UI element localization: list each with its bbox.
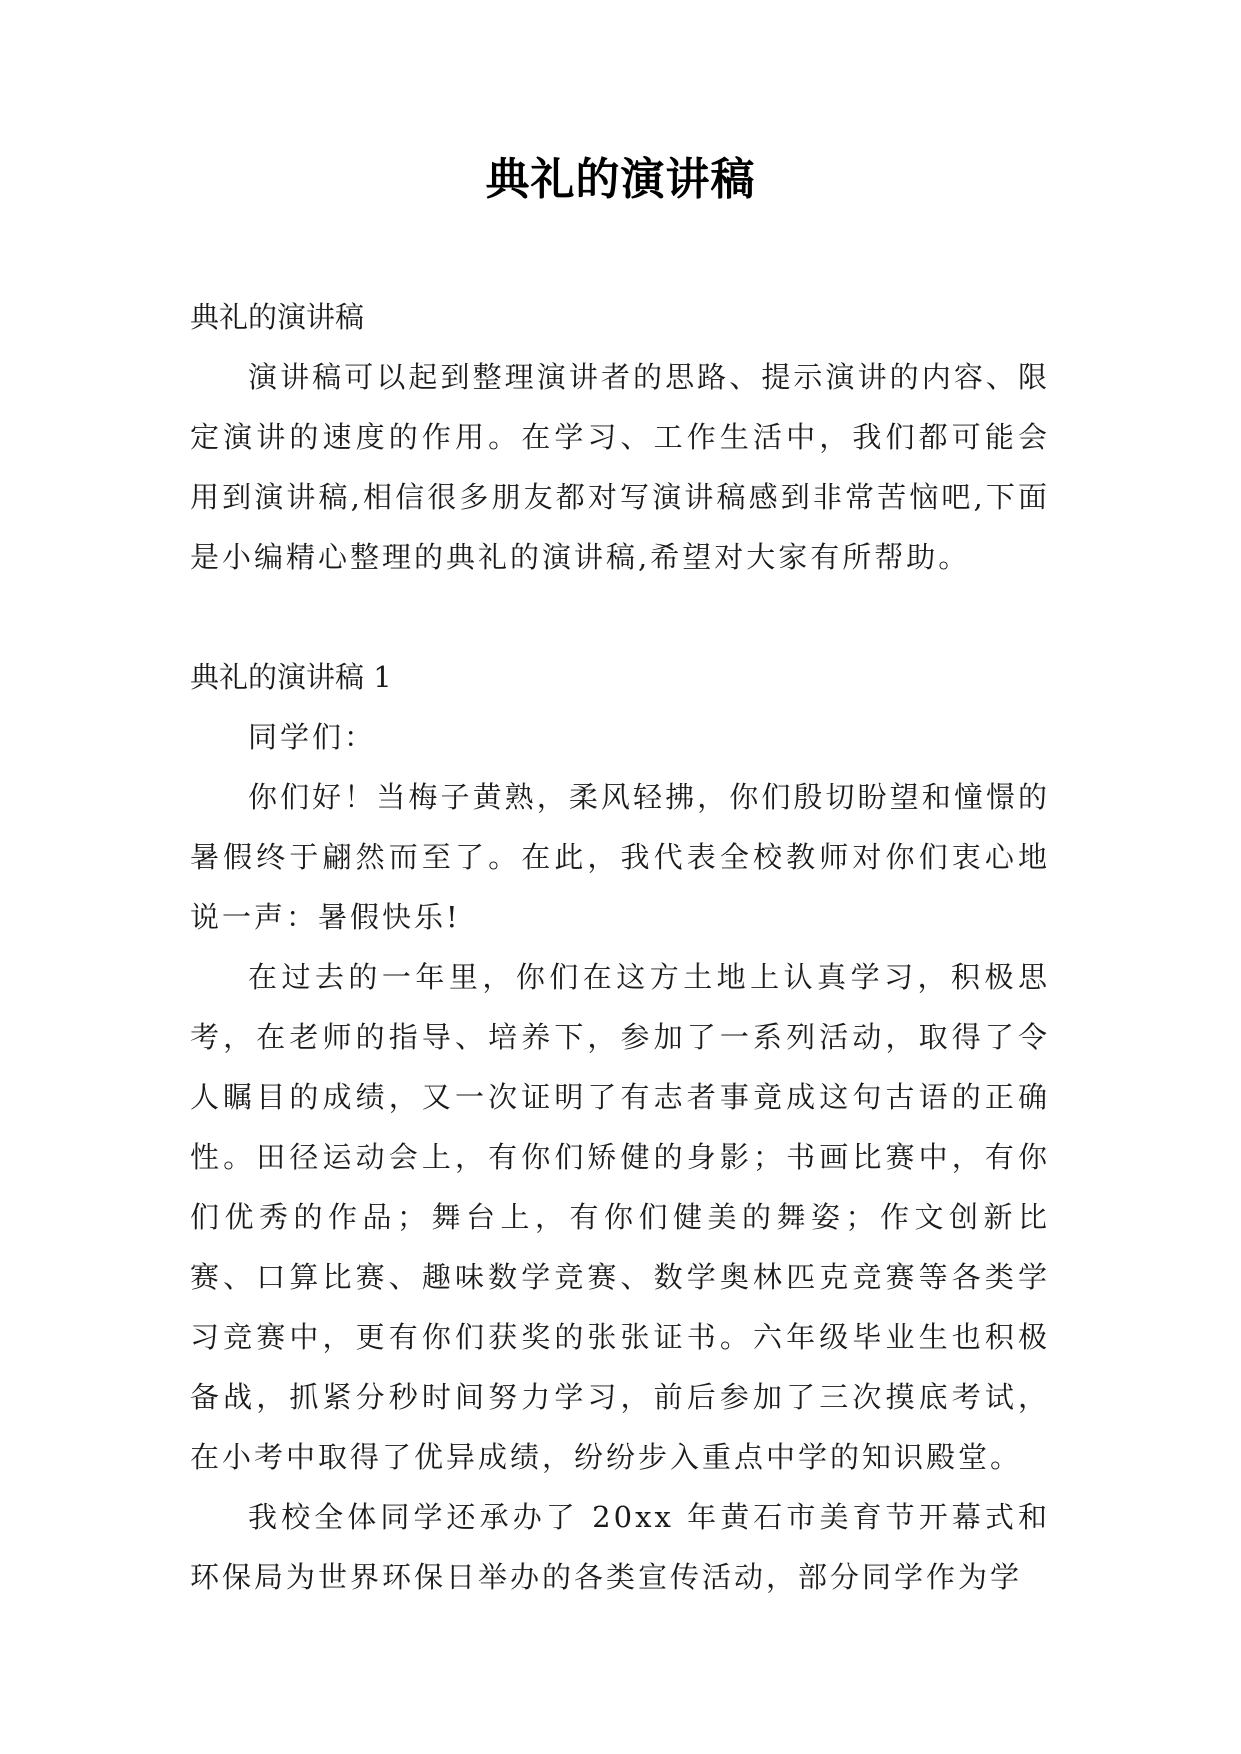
section-heading: 典礼的演讲稿 1 [190,660,392,694]
page-title: 典礼的演讲稿 [485,154,756,205]
document-body [190,287,1050,1607]
body-paragraph: 我校全体同学还承办了 20xx 年黄石市美育节开幕式和环保局为世界环保日举办的各类宣传活动，部分同学作为学 [190,1500,1050,1594]
document-subtitle: 典礼的演讲稿 [190,300,365,334]
intro-paragraph: 演讲稿可以起到整理演讲者的思路、提示演讲的内容、限定演讲的速度的作用。在学习、工作生活中，我们都可能会用到演讲稿,相信很多朋友都对写演讲稿感到非常苦恼吧,下面是小编精心整理的典礼的演讲稿,希望对大家有所帮助。 [190,360,1050,574]
salutation-paragraph: 同学们： [248,720,377,754]
body-paragraph: 在过去的一年里，你们在这方土地上认真学习，积极思考，在老师的指导、培养下，参加了一系列活动，取得了令人瞩目的成绩，又一次证明了有志者事竟成这句古语的正确性。田径运动会上，有你们矫健的身影；书画比赛中，有你们优秀的作品；舞台上，有你们健美的舞姿；作文创新比赛、口算比赛、趣味数学竞赛、数学奥林匹克竞赛等各类学习竞赛中，更有你们获奖的张张证书。六年级毕业生也积极备战，抓紧分秒时间努力学习，前后参加了三次摸底考试，在小考中取得了优异成绩，纷纷步入重点中学的知识殿堂。 [190,960,1050,1474]
body-paragraph: 你们好！当梅子黄熟，柔风轻拂，你们殷切盼望和憧憬的暑假终于翩然而至了。在此，我代表全校教师对你们衷心地说一声：暑假快乐! [190,780,1050,934]
